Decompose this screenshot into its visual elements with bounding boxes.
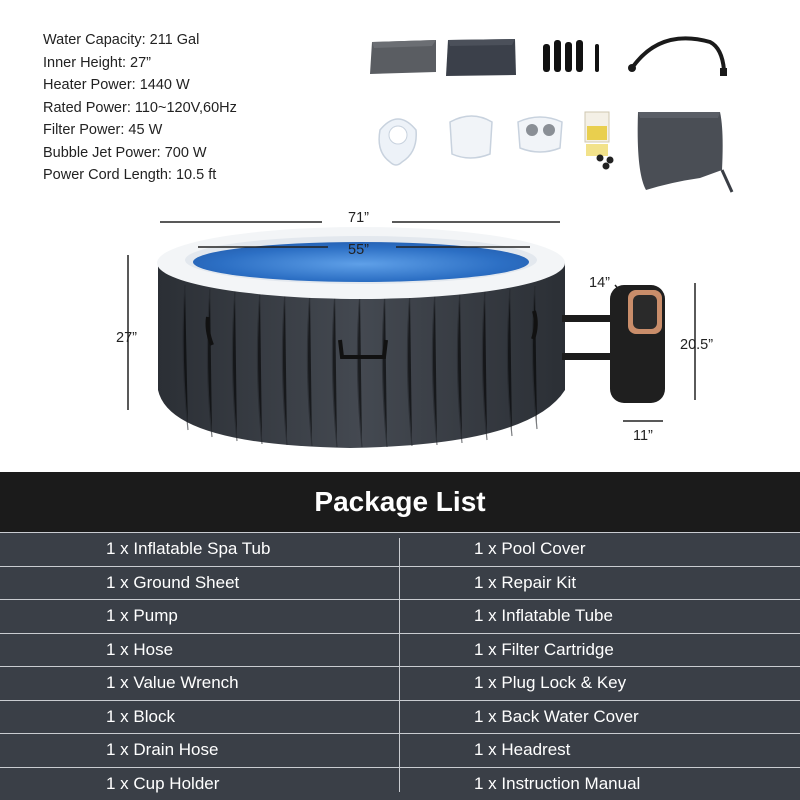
accessories-image [360,30,760,200]
table-row [0,566,800,600]
table-row [0,633,800,667]
package-item: 1 x Headrest [474,740,571,759]
inner-diameter-label: 55” [348,242,369,258]
package-list-header [0,472,800,532]
tub-body [157,227,565,448]
package-item: 1 x Repair Kit [474,572,577,592]
hose-icon [628,38,727,76]
spec-power-cord-length: Power Cord Length: 10.5 ft [43,167,217,183]
package-item: 1 x Filter Cartridge [474,639,614,659]
package-item: 1 x Block [106,706,175,726]
package-list-title: Package List [314,486,486,517]
blocks-icon [543,40,599,72]
pump-depth-label: 14” [589,275,610,291]
table-row [0,733,800,767]
package-item: 1 x Pump [106,606,178,625]
inflatable-tube-icon [379,119,416,165]
spec-heater-power: Heater Power: 1440 W [43,77,190,93]
table-row [0,532,800,566]
table-row [0,700,800,734]
spa-cover-icon [638,112,732,192]
table-row [0,599,800,633]
package-item: 1 x Drain Hose [106,740,219,759]
package-item: 1 x Value Wrench [106,673,239,692]
specifications-list [43,29,237,187]
cup-holder-icon [518,117,562,152]
package-item: 1 x Inflatable Spa Tub [106,539,271,558]
spec-water-capacity: Water Capacity: 211 Gal [43,32,200,48]
outer-diameter-label: 71” [348,210,369,226]
pool-cover-folded-icon [446,39,516,76]
table-row [0,767,800,800]
package-item: 1 x Pool Cover [474,539,586,558]
package-item: 1 x Inflatable Tube [474,606,613,625]
spec-inner-height: Inner Height: 27” [43,54,152,71]
package-item: 1 x Ground Sheet [106,572,240,592]
package-item: 1 x Back Water Cover [474,706,639,726]
package-list-table [0,532,800,800]
table-row [0,666,800,700]
package-item: 1 x Hose [106,639,174,659]
spec-filter-power: Filter Power: 45 W [43,122,163,138]
ground-sheet-icon [370,40,436,74]
package-item: 1 x Plug Lock & Key [474,673,627,692]
pump-height-label: 20.5” [680,337,714,353]
pump-unit [562,285,665,403]
headrest-icon [450,116,492,158]
height-label: 27” [116,330,137,346]
package-item: 1 x Cup Holder [106,773,220,793]
repair-kit-icon [585,112,614,170]
spec-rated-power: Rated Power: 110~120V,60Hz [43,99,237,116]
package-item: 1 x Instruction Manual [474,773,641,793]
spec-bubble-jet-power: Bubble Jet Power: 700 W [43,144,207,161]
spa-tub-image [110,205,720,465]
pump-width-label: 11” [633,428,653,444]
